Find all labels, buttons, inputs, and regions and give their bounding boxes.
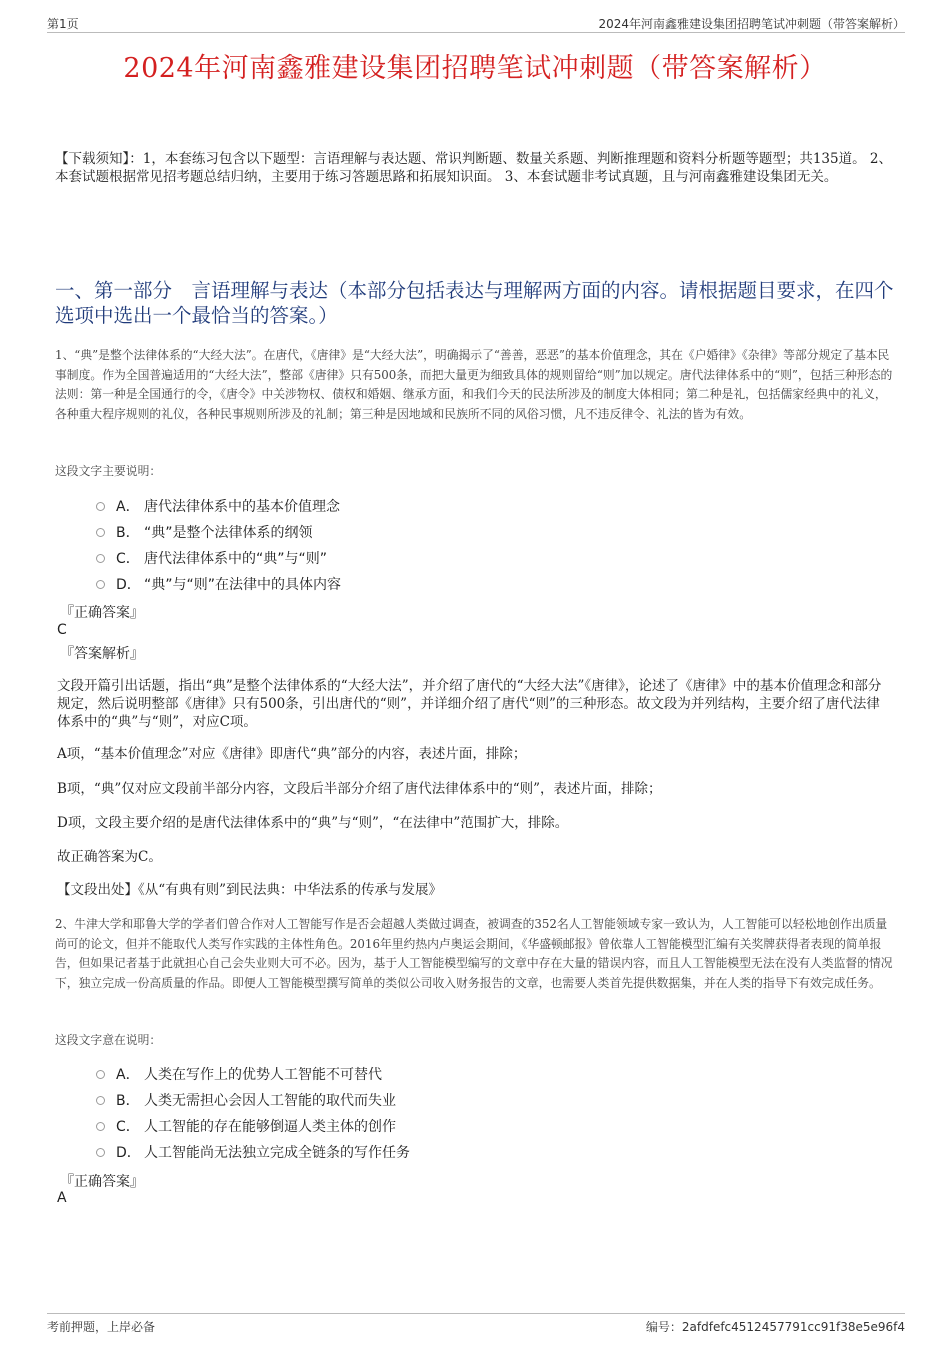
- option-letter: C．: [116, 1119, 140, 1135]
- question-2-stem: 2、牛津大学和耶鲁大学的学者们曾合作对人工智能写作是否会超越人类做过调查，被调查的352名人工智能领域专家一致认为，人工智能可以轻松地创作出质量尚可的论文，但并不能取代人类写作实践的主体性角色。2016年里约热内卢奥运会期间，《华盛顿邮报》曾依靠人工智能模型汇编有关奖牌获得者表现的简单报告，但如果记者基于此就担心自己会失业则大可不必。因为，基于人工智能模型编写的文章中存在大量的错误内容，而且人工智能模型无法在没有人类监督的情况下，独立完成一份高质量的作品。即便人工智能模型撰写简单的类似公司收入财务报告的文章，也需要人类首先提供数据集，并在人类的指导下有效完成任务。: [55, 917, 893, 990]
- answer-value: A: [57, 1190, 67, 1206]
- section-title: 一、第一部分 言语理解与表达（本部分包括表达与理解两方面的内容。请根据题目要求，在四个选项中选出一个最恰当的答案。）: [55, 279, 894, 327]
- option-text: 唐代法律体系中的“典”与“则”: [144, 551, 328, 567]
- answer-value: C: [57, 622, 67, 638]
- option-letter: A．: [116, 499, 140, 515]
- header-doc-name: 2024年河南鑫雅建设集团招聘笔试冲刺题（带答案解析）: [598, 17, 905, 31]
- question-1-stem: 1、“典”是整个法律体系的“大经大法”。在唐代，《唐律》是“大经大法”，明确揭示了“善善，恶恶”的基本价值理念，其在《户婚律》《杂律》等部分规定了基本民事制度。作为全国普遍适用的“大经大法”，整部《唐律》只有500条，而把大量更为细致具体的规则留给“则”加以规定。唐代法律体系中的“则”，包括三种形态的法则：第一种是全国通行的令，《唐令》中关涉物权、债权和婚姻、继承方面，和我们今天的民法所涉及的制度大体相同；第二种是礼，包括儒家经典中的礼义，各种重大程序规则的礼仪，各种民事规则所涉及的礼制；第三种是因地域和民族所不同的风俗习惯，凡不违反律令、礼法的皆为有效。: [55, 348, 893, 421]
- radio-icon[interactable]: [96, 1148, 105, 1157]
- footer-slogan: 考前押题，上岸必备: [47, 1320, 156, 1334]
- option-letter: D．: [116, 1145, 141, 1161]
- radio-icon[interactable]: [96, 1122, 105, 1131]
- question-2-prompt: 这段文字意在说明：: [55, 1033, 162, 1047]
- option-text: “典”与“则”在法律中的具体内容: [144, 577, 342, 593]
- analysis-source: 【文段出处】《从“有典有则”到民法典：中华法系的传承与发展》: [57, 882, 443, 898]
- option-text: “典”是整个法律体系的纲领: [144, 525, 313, 541]
- answer-label: 『正确答案』: [60, 1174, 144, 1190]
- radio-icon[interactable]: [96, 1070, 105, 1079]
- option-text: 人工智能尚无法独立完成全链条的写作任务: [144, 1145, 410, 1161]
- radio-icon[interactable]: [96, 1096, 105, 1105]
- radio-icon[interactable]: [96, 554, 105, 563]
- option-letter: A．: [116, 1067, 140, 1083]
- radio-icon[interactable]: [96, 580, 105, 589]
- option-letter: D．: [116, 577, 141, 593]
- analysis-label: 『答案解析』: [60, 646, 144, 662]
- page-number: 第1页: [47, 17, 79, 31]
- analysis-conclusion: 故正确答案为C。: [57, 849, 162, 865]
- document-title: 2024年河南鑫雅建设集团招聘笔试冲刺题（带答案解析）: [123, 53, 827, 84]
- option-letter: C．: [116, 551, 140, 567]
- page-footer: [47, 1313, 905, 1334]
- option-letter: B．: [116, 525, 140, 541]
- option-text: 人类无需担心会因人工智能的取代而失业: [144, 1093, 396, 1109]
- option-letter: B．: [116, 1093, 140, 1109]
- option-text: 人类在写作上的优势人工智能不可替代: [144, 1067, 382, 1083]
- analysis-option-d: D项，文段主要介绍的是唐代法律体系中的“典”与“则”，“在法律中”范围扩大，排除。: [57, 815, 569, 831]
- option-text: 唐代法律体系中的基本价值理念: [144, 499, 340, 515]
- download-notice: 【下载须知】：1，本套练习包含以下题型：言语理解与表达题、常识判断题、数量关系题、判断推理题和资料分析题等题型；共135道。 2、本套试题根据常见招考题总结归纳，主要用于练习答题思路和拓展知识面。 3、本套试题非考试真题，且与河南鑫雅建设集团无关。: [55, 151, 892, 185]
- radio-icon[interactable]: [96, 502, 105, 511]
- footer-serial: 编号：2afdfefc4512457791cc91f38e5e96f4: [645, 1320, 905, 1334]
- option-text: 人工智能的存在能够倒逼人类主体的创作: [144, 1119, 396, 1135]
- radio-icon[interactable]: [96, 528, 105, 537]
- analysis-option-a: A项，“基本价值理念”对应《唐律》即唐代“典”部分的内容，表述片面，排除；: [57, 746, 527, 762]
- analysis-paragraph: 文段开篇引出话题，指出“典”是整个法律体系的“大经大法”，并介绍了唐代的“大经大法”《唐律》，论述了《唐律》中的基本价值理念和部分规定，然后说明整部《唐律》只有500条，引出唐代的“则”，并详细介绍了唐代“则”的三种形态。故文段为并列结构，主要介绍了唐代法律体系中的“典”与“则”，对应C项。: [57, 678, 882, 730]
- answer-label: 『正确答案』: [60, 605, 144, 621]
- question-1-prompt: 这段文字主要说明：: [55, 464, 162, 478]
- analysis-option-b: B项，“典”仅对应文段前半部分内容，文段后半部分介绍了唐代法律体系中的“则”，表述片面，排除；: [57, 781, 662, 797]
- page-header: [47, 12, 905, 33]
